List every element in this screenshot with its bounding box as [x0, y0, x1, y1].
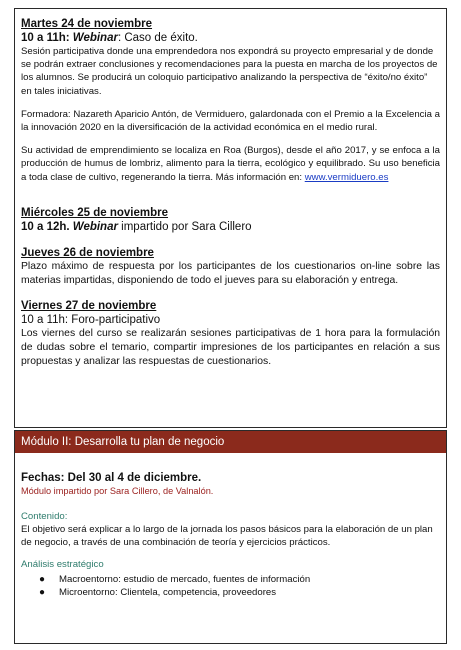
- friday-description: Los viernes del curso se realizarán sesiones participativas de 1 hora para la formulación de dudas sobre el temario, compartir impresiones de los participantes en relación a sus propuestas y analizar las respuestas de cuestionarios.: [21, 327, 440, 368]
- module-dates: Fechas: Del 30 al 4 de diciembre.: [21, 472, 202, 484]
- trainer-info: Formadora: Nazareth Aparicio Antón, de Vermiduero, galardonada con el Premio a la Excelencia a la innovación 2020 en la diversificación de la actividad económica en el medio rural.: [21, 108, 440, 134]
- vermiduero-link[interactable]: www.vermiduero.es: [304, 171, 389, 183]
- session-time: 10 a 12h.: [21, 220, 73, 233]
- session-mode: Webinar: [72, 220, 118, 233]
- day-title-wednesday: Miércoles 25 de noviembre: [21, 206, 169, 219]
- day-title-thursday: Jueves 26 de noviembre: [21, 246, 154, 259]
- content-text: El objetivo será explicar a lo largo de la jornada los pasos básicos para la elaboración de un plan de negocio, a través de una combinación de teoría y ejercicios prácticos.: [21, 524, 433, 549]
- session-line-friday: 10 a 11h: Foro-participativo: [21, 313, 161, 326]
- session-line-wednesday: [21, 220, 440, 234]
- session-rest: impartido por Sara Cillero: [117, 220, 252, 233]
- analysis-label: Análisis estratégico: [21, 559, 104, 571]
- bullet-icon: ●: [39, 587, 46, 598]
- activity-text: Su actividad de emprendimiento se localiza en Roa (Burgos), desde el año 2017, y se enfoca a la producción de humus de lombriz, alimento para la tierra, ecológico y equilibrado. Su uso beneficia a toda clase de cultivo, regenerando la tierra. Más información en:: [21, 145, 440, 183]
- content-label: Contenido:: [21, 511, 68, 522]
- activity-info: [21, 144, 440, 184]
- schedule-week-box: [14, 8, 447, 428]
- list-item: ● Macroentorno: estudio de mercado, fuentes de información: [39, 574, 311, 586]
- bullet-icon: ●: [39, 574, 46, 586]
- session-topic: : Caso de éxito.: [117, 32, 198, 44]
- session-line-tuesday: [21, 31, 440, 45]
- list-item: ● Microentorno: Clientela, competencia, proveedores: [39, 587, 277, 598]
- session-time: 10 a 11h:: [21, 32, 73, 44]
- day-title-friday: Viernes 27 de noviembre: [21, 299, 157, 312]
- module-taught-by: Módulo impartido por Sara Cillero, de Valnalón.: [21, 486, 214, 496]
- module-banner: Módulo II: Desarrolla tu plan de negocio: [15, 431, 446, 453]
- thursday-description: Plazo máximo de respuesta por los participantes de los cuestionarios on-line sobre las materias impartidas, disponiendo de todo el jueves para su elaboración y entrega.: [21, 260, 440, 287]
- day-title-tuesday: Martes 24 de noviembre: [21, 18, 153, 30]
- session-description: Sesión participativa donde una emprendedora nos expondrá su proyecto empresarial y de donde se podrán extraer conclusiones y recomendaciones para la puesta en marcha de los proyectos de los alumnos. Se producirá un coloquio participativo analizando la perspectiva de “éxito/no éxito” en tales iniciativas.: [21, 46, 438, 97]
- analysis-list: [21, 574, 440, 599]
- session-mode: Webinar: [72, 32, 118, 44]
- module-two-box: [14, 430, 447, 644]
